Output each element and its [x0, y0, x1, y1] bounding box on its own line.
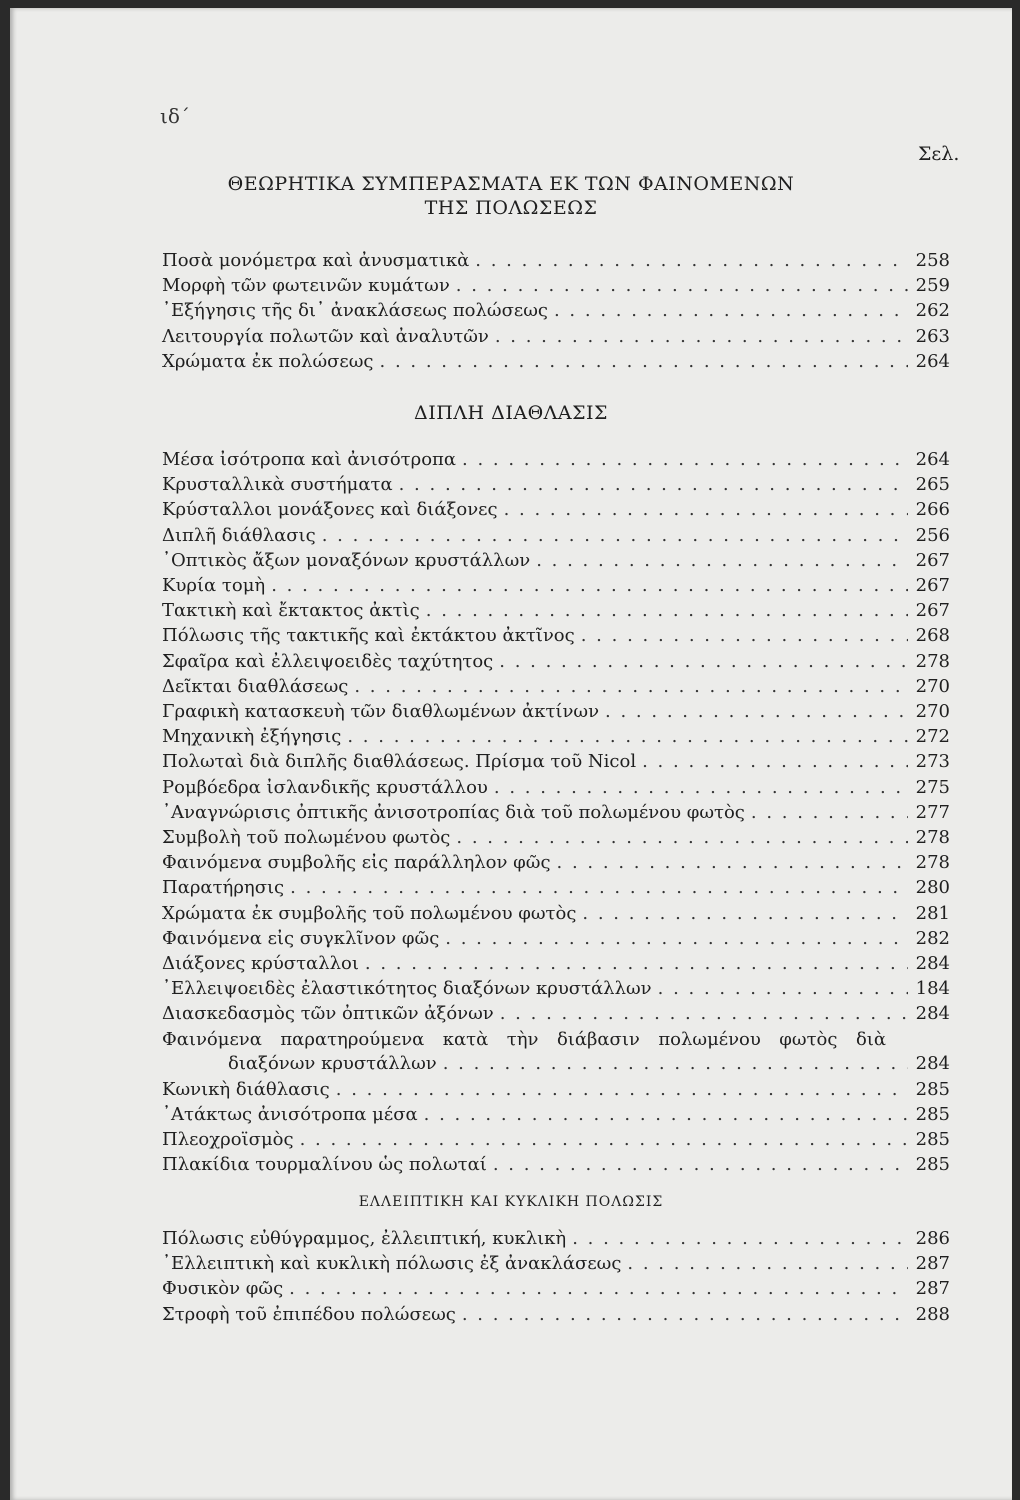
toc-entry-page: 281: [915, 902, 950, 924]
toc-leader-dots: [572, 1228, 908, 1250]
toc-entry: [162, 575, 950, 597]
toc-entry-page: 184: [915, 978, 950, 1000]
toc-leader-dots: [300, 1129, 908, 1151]
toc-leader-dots: [554, 300, 908, 322]
toc-entry-page: 278: [915, 827, 950, 848]
toc-entry-title: Κωνικὴ διάθλασις: [162, 1078, 330, 1100]
toc-leader-dots: [658, 978, 908, 1000]
toc-entry: [162, 777, 950, 799]
toc-leader-dots: [399, 474, 908, 496]
toc-entry-page: 287: [915, 1278, 950, 1300]
toc-entry: [162, 550, 950, 572]
toc-entry-title: Κρυσταλλικὰ συστήματα: [162, 474, 393, 496]
toc-entry-title: Μέσα ἰσότροπα καὶ ἀνισότροπα: [162, 449, 457, 470]
toc-entry-page: 265: [915, 474, 950, 496]
toc-entry-page: 258: [915, 250, 950, 271]
toc-entry-page: 264: [915, 449, 950, 470]
section-title-elliptic: ΕΛΛΕΙΠΤΙΚΗ ΚΑΙ ΚΥΚΛΙΚΗ ΠΟΛΩΣΙΣ: [358, 1194, 664, 1210]
toc-leader-dots: [557, 852, 908, 874]
toc-leader-dots: [504, 499, 908, 521]
toc-entry-title: Τακτικὴ καὶ ἔκτακτος ἀκτὶς: [162, 600, 420, 622]
section-title-theoretical-line2: ΤΗΣ ΠΟΛΩΣΕΩΣ: [424, 197, 598, 219]
toc-leader-dots: [605, 701, 908, 723]
toc-entry-title: Διασκεδασμὸς τῶν ὀπτικῶν ἀξόνων: [162, 1003, 494, 1025]
toc-entry-title: Ρομβόεδρα ἰσλανδικῆς κρυστάλλου: [162, 776, 488, 798]
toc-entry-multiline-line1: Φαινόμενα παρατηρούμενα κατὰ τὴν διάβασιν πολωμένου φωτὸς διὰ: [162, 1028, 886, 1050]
toc-leader-dots: [581, 625, 908, 647]
section-title-double-refraction: ΔΙΠΛΗ ΔΙΑΘΛΑΣΙΣ: [414, 402, 608, 424]
toc-entry: [162, 525, 950, 547]
toc-entry-page: 266: [915, 499, 950, 521]
toc-entry: [162, 726, 950, 748]
toc-entry: [162, 928, 950, 950]
toc-entry-title: ᾿Αναγνώρισις ὀπτικῆς ἀνισοτροπίας διὰ τοῦ πολωμένου φωτὸς: [162, 801, 745, 823]
toc-entry-page: 284: [915, 1003, 950, 1025]
toc-entry-title: Πλεοχροϊσμὸς: [162, 1129, 294, 1150]
toc-leader-dots: [365, 953, 908, 975]
toc-leader-dots: [627, 1253, 908, 1275]
toc-entry: [162, 1304, 950, 1326]
toc-entry: [162, 1228, 950, 1250]
toc-entry-page: 280: [915, 877, 950, 899]
toc-entry-page: 267: [915, 575, 950, 596]
section-title-theoretical-line1: ΘΕΩΡΗΤΙΚΑ ΣΥΜΠΕΡΑΣΜΑΤΑ ΕΚ ΤΩΝ ΦΑΙΝΟΜΕΝΩΝ: [227, 173, 795, 195]
toc-entry-page: 278: [915, 852, 950, 874]
toc-entry-page: 264: [915, 350, 950, 372]
toc-entry-page: 287: [915, 1253, 950, 1275]
toc-leader-dots: [494, 777, 908, 799]
toc-entry: [162, 903, 950, 925]
toc-entry: [162, 474, 950, 496]
toc-entry-title: Φαινόμενα εἰς συγκλῖνον φῶς: [162, 927, 440, 949]
toc-leader-dots: [445, 928, 908, 950]
toc-entry-page: 275: [915, 776, 950, 798]
toc-leader-dots: [290, 877, 908, 899]
toc-entry: [162, 625, 950, 647]
toc-leader-dots: [443, 1053, 908, 1075]
book-page: [10, 8, 1012, 1500]
toc-entry-page: 268: [915, 625, 950, 647]
toc-leader-dots: [380, 351, 908, 373]
toc-entry-page: 270: [915, 701, 950, 722]
toc-entry-page: 282: [915, 927, 950, 949]
toc-entry-page: 267: [915, 549, 950, 571]
toc-entry-title: Πόλωσις τῆς τακτικῆς καὶ ἐκτάκτου ἀκτῖνος: [162, 625, 575, 647]
toc-entry-title: Μηχανικὴ ἐξήγησις: [162, 726, 342, 748]
toc-entry-title: Μορφὴ τῶν φωτεινῶν κυμάτων: [162, 275, 450, 297]
toc-leader-dots: [751, 802, 908, 824]
toc-leader-dots: [456, 827, 908, 849]
toc-entry: [162, 250, 950, 272]
toc-entry-page: 272: [915, 726, 950, 748]
toc-entry-page: 278: [915, 650, 950, 672]
toc-entry: [162, 1129, 950, 1151]
toc-entry-title: Γραφικὴ κατασκευὴ τῶν διαθλωμένων ἀκτίνων: [162, 701, 600, 722]
toc-leader-dots: [456, 275, 908, 297]
toc-entry-title: Πλακίδια τουρμαλίνου ὡς πολωταί: [162, 1154, 487, 1176]
toc-entry-title: Σφαῖρα καὶ ἐλλειψοειδὲς ταχύτητος: [162, 650, 494, 672]
toc-entry: [162, 953, 950, 975]
toc-leader-dots: [642, 751, 908, 773]
toc-leader-dots: [582, 903, 908, 925]
toc-entry-page: 285: [915, 1129, 950, 1150]
toc-entry: [162, 1104, 950, 1126]
toc-entry: [162, 1278, 950, 1300]
toc-entry: [162, 978, 950, 1000]
toc-entry-title: Διάξονες κρύσταλλοι: [162, 953, 359, 974]
toc-entry-title: Διπλῆ διάθλασις: [162, 524, 316, 546]
toc-entry-title: Λειτουργία πολωτῶν καὶ ἀναλυτῶν: [162, 325, 489, 347]
toc-leader-dots: [500, 1003, 908, 1025]
toc-leader-dots: [462, 449, 908, 471]
toc-entry-title: Συμβολὴ τοῦ πολωμένου φωτὸς: [162, 827, 451, 848]
toc-entry: [162, 300, 950, 322]
toc-leader-dots: [354, 676, 908, 698]
toc-entry: [162, 275, 950, 297]
toc-entry-title: Κυρία τομὴ: [162, 575, 266, 596]
toc-entry: [162, 326, 950, 348]
toc-leader-dots: [536, 550, 908, 572]
toc-leader-dots: [271, 575, 908, 597]
toc-leader-dots: [493, 1154, 908, 1176]
toc-entry-title: Δεῖκται διαθλάσεως: [162, 675, 349, 697]
toc-entry: [162, 802, 950, 824]
toc-entry-page: 262: [915, 300, 950, 322]
toc-entry-page: 288: [915, 1303, 950, 1325]
toc-entry-page: 267: [915, 600, 950, 622]
toc-entry: [162, 449, 950, 471]
toc-leader-dots: [322, 525, 908, 547]
toc-leader-dots: [499, 651, 908, 673]
toc-entry: [162, 1003, 950, 1025]
toc-entry-title: Χρώματα ἐκ πολώσεως: [162, 350, 374, 372]
toc-entry-title: Φαινόμενα συμβολῆς εἰς παράλληλον φῶς: [162, 852, 551, 874]
toc-entry-title: Πόλωσις εὐθύγραμμος, ἐλλειπτική, κυκλικὴ: [162, 1228, 567, 1249]
toc-entry-page: 284: [915, 953, 950, 974]
toc-entry-title: Κρύσταλλοι μονάξονες καὶ διάξονες: [162, 499, 498, 521]
toc-entry-title: Στροφὴ τοῦ ἐπιπέδου πολώσεως: [162, 1303, 456, 1325]
toc-entry: [162, 651, 950, 673]
page-column-label: Σελ.: [918, 143, 960, 165]
toc-entry-page: 259: [915, 275, 950, 297]
toc-entry: [162, 600, 950, 622]
toc-leader-dots: [495, 326, 908, 348]
toc-entry: [162, 701, 950, 723]
toc-entry-page: 263: [915, 325, 950, 347]
toc-entry-page: 286: [915, 1228, 950, 1249]
toc-entry-title: Χρώματα ἐκ συμβολῆς τοῦ πολωμένου φωτὸς: [162, 902, 577, 924]
toc-entry-title: ᾿Ελλειπτικὴ καὶ κυκλικὴ πόλωσις ἐξ ἀνακλάσεως: [162, 1253, 622, 1275]
toc-entry: [162, 827, 950, 849]
toc-entry-title: Πολωταὶ διὰ διπλῆς διαθλάσεως. Πρίσμα τοῦ Nicol: [162, 751, 637, 773]
toc-leader-dots: [289, 1278, 908, 1300]
toc-entry-page: 285: [915, 1103, 950, 1125]
toc-leader-dots: [347, 726, 908, 748]
toc-leader-dots: [426, 600, 908, 622]
toc-entry-page: 284: [915, 1052, 950, 1074]
toc-entry-title: Φυσικὸν φῶς: [162, 1278, 284, 1300]
toc-entry-multiline-line2: [228, 1053, 950, 1075]
toc-entry: [162, 351, 950, 373]
toc-entry: [162, 1154, 950, 1176]
toc-entry: [162, 877, 950, 899]
toc-leader-dots: [424, 1104, 908, 1126]
toc-leader-dots: [336, 1079, 908, 1101]
toc-entry-page: 256: [915, 524, 950, 546]
page-number: ιδ΄: [160, 104, 190, 128]
toc-entry: [162, 852, 950, 874]
toc-leader-dots: [475, 250, 908, 272]
toc-entry: [162, 676, 950, 698]
toc-entry-title: ᾿Ελλειψοειδὲς ἐλαστικότητος διαξόνων κρυστάλλων: [162, 978, 652, 1000]
toc-entry-title: ᾿Οπτικὸς ἄξων μοναξόνων κρυστάλλων: [162, 549, 531, 571]
toc-entry-title: ᾿Εξήγησις τῆς δι᾿ ἀνακλάσεως πολώσεως: [162, 300, 548, 322]
toc-entry-page: 285: [915, 1078, 950, 1100]
toc-entry-page: 277: [915, 801, 950, 823]
toc-entry-title: Παρατήρησις: [162, 877, 285, 899]
toc-entry-title: διαξόνων κρυστάλλων: [228, 1052, 437, 1074]
toc-leader-dots: [462, 1304, 908, 1326]
toc-entry: [162, 1253, 950, 1275]
toc-entry: [162, 1079, 950, 1101]
toc-entry-page: 285: [915, 1154, 950, 1176]
toc-entry-page: 273: [915, 751, 950, 773]
toc-entry: [162, 751, 950, 773]
toc-entry: [162, 499, 950, 521]
toc-entry-title: ᾿Ατάκτως ἀνισότροπα μέσα: [162, 1103, 418, 1125]
toc-entry-title: Ποσὰ μονόμετρα καὶ ἀνυσματικὰ: [162, 250, 470, 271]
toc-entry-page: 270: [915, 675, 950, 697]
